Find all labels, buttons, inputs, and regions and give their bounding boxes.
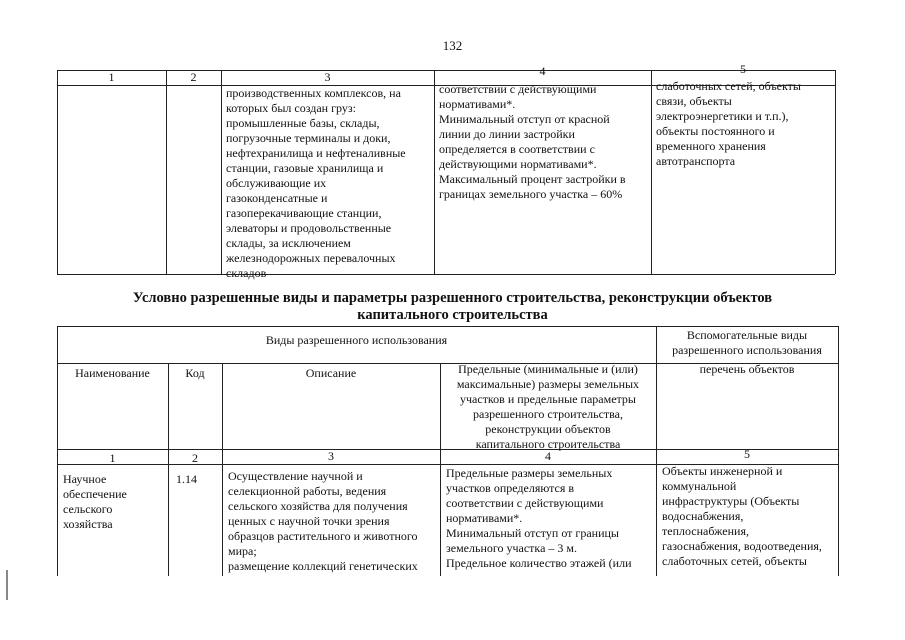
column-number: 2 [192,451,198,465]
table-border [222,363,223,576]
text-line: водоснабжения, [662,509,744,523]
table-cell-code: 1.14 [176,472,197,486]
column-number: 4 [545,449,551,463]
column-header-objects: перечень объектов [699,362,795,376]
column-number: 1 [108,70,115,84]
table-border [838,326,839,576]
table-border [651,70,652,274]
text-line: промышленные базы, склады, [226,116,380,130]
header-line: реконструкции объектов [485,422,611,436]
table-border [57,70,58,274]
group-header-auxiliary-uses [656,328,838,358]
column-header-code: Код [185,366,205,380]
table-border [168,363,169,576]
column-number: 5 [744,447,750,461]
text-line: инфраструктуры (Объекты [662,494,800,508]
text-line: сельского [63,502,113,516]
text-line: автотранспорта [656,154,736,168]
heading-line: Условно разрешенные виды и параметры разрешенного строительства, реконструкции объектов [132,290,773,306]
column-header-params [440,362,656,452]
header-line: капитального строительства [475,437,621,451]
table-cell-params [446,466,631,571]
column-number: 2 [190,70,197,84]
text-line: нормативами*. [446,511,523,525]
text-line: обеспечение [63,487,127,501]
heading-line: капитального строительства [357,307,548,323]
column-header-description: Описание [305,366,357,380]
table-border [57,274,835,275]
text-line: Научное [63,472,107,486]
text-line: Объекты инженерной и [662,464,783,478]
text-line: мира; [228,544,257,558]
text-line: погрузочные терминалы и доки, [226,131,391,145]
text-line: хозяйства [63,517,113,531]
column-number: 3 [328,449,334,463]
table-border [835,70,836,274]
header-line: разрешенного строительства, [473,407,623,421]
text-line: нефтехранилища и нефтеналивные [226,146,406,160]
text-line: соответствии с действующими [439,82,597,96]
column-number: 5 [740,62,746,76]
text-line: границах земельного участка – 60% [439,187,623,201]
text-line: определяется в соответствии с [439,142,595,156]
text-line: элеваторы и продовольственные [226,221,392,235]
table-cell-objects [656,79,801,169]
text-line: обслуживающие их [226,176,327,190]
text-line: Минимальный отступ от границы [446,526,619,540]
text-line: земельного участка – 3 м. [446,541,577,555]
table-cell-objects [662,464,822,569]
column-number: 4 [539,64,546,78]
text-line: действующими нормативами*. [439,157,597,171]
text-line: слаботочных сетей, объекты [656,79,801,93]
text-line: связи, объекты [656,94,732,108]
table-cell-description [228,469,418,574]
header-line: Предельные (минимальные и (или) [458,362,638,376]
text-line: размещение коллекций генетических [228,559,418,573]
table-border [221,70,222,274]
text-line: Максимальный процент застройки в [439,172,626,186]
header-line: максимальные) размеры земельных [456,377,640,391]
text-line: линии до линии застройки [439,127,575,141]
text-line: электроэнергетики и т.п.), [656,109,789,123]
column-number: 3 [324,70,331,84]
text-line: которых был создан груз: [226,101,356,115]
text-line: временного хранения [656,139,766,153]
page-number: 132 [442,38,463,53]
text-line: Предельное количество этажей (или [446,556,632,570]
text-line: соответствии с действующими [446,496,604,510]
header-line: разрешенного использования [672,343,822,357]
text-line: участков определяются в [446,481,575,495]
text-line: сельского хозяйства для получения [228,499,408,513]
text-line: ценных с научной точки зрения [228,514,390,528]
column-header-name: Наименование [75,366,150,380]
text-line: складов [226,266,267,280]
scan-edge-mark [6,570,8,600]
text-line: газоконденсатные и [226,191,328,205]
table-cell-description [226,86,406,281]
table-cell-name [63,472,127,532]
text-line: железнодорожных перевалочных [226,251,396,265]
header-line: Вспомогательные виды [686,328,808,342]
header-line: участков и предельные параметры [460,392,636,406]
text-line: теплоснабжения, [662,524,749,538]
table-border [434,70,435,274]
text-line: склады, за исключением [226,236,351,250]
text-line: коммунальной [662,479,737,493]
text-line: нормативами*. [439,97,516,111]
text-line: производственных комплексов, на [226,86,401,100]
text-line: слаботочных сетей, объекты [662,554,807,568]
table-border [57,326,838,327]
group-header-main-uses: Виды разрешенного использования [265,333,448,347]
table-cell-params [439,82,626,202]
text-line: газоснабжения, водоотведения, [662,539,822,553]
text-line: объекты постоянного и [656,124,775,138]
column-number: 1 [109,451,116,465]
text-line: Минимальный отступ от красной [439,112,610,126]
text-line: Осуществление научной и [228,469,363,483]
text-line: станции, газовые хранилища и [226,161,384,175]
table-border [166,70,167,274]
text-line: образцов растительного и животного [228,529,418,543]
text-line: газоперекачивающие станции, [226,206,382,220]
text-line: Предельные размеры земельных [446,466,613,480]
section-heading [0,290,905,324]
text-line: селекционной работы, ведения [228,484,387,498]
